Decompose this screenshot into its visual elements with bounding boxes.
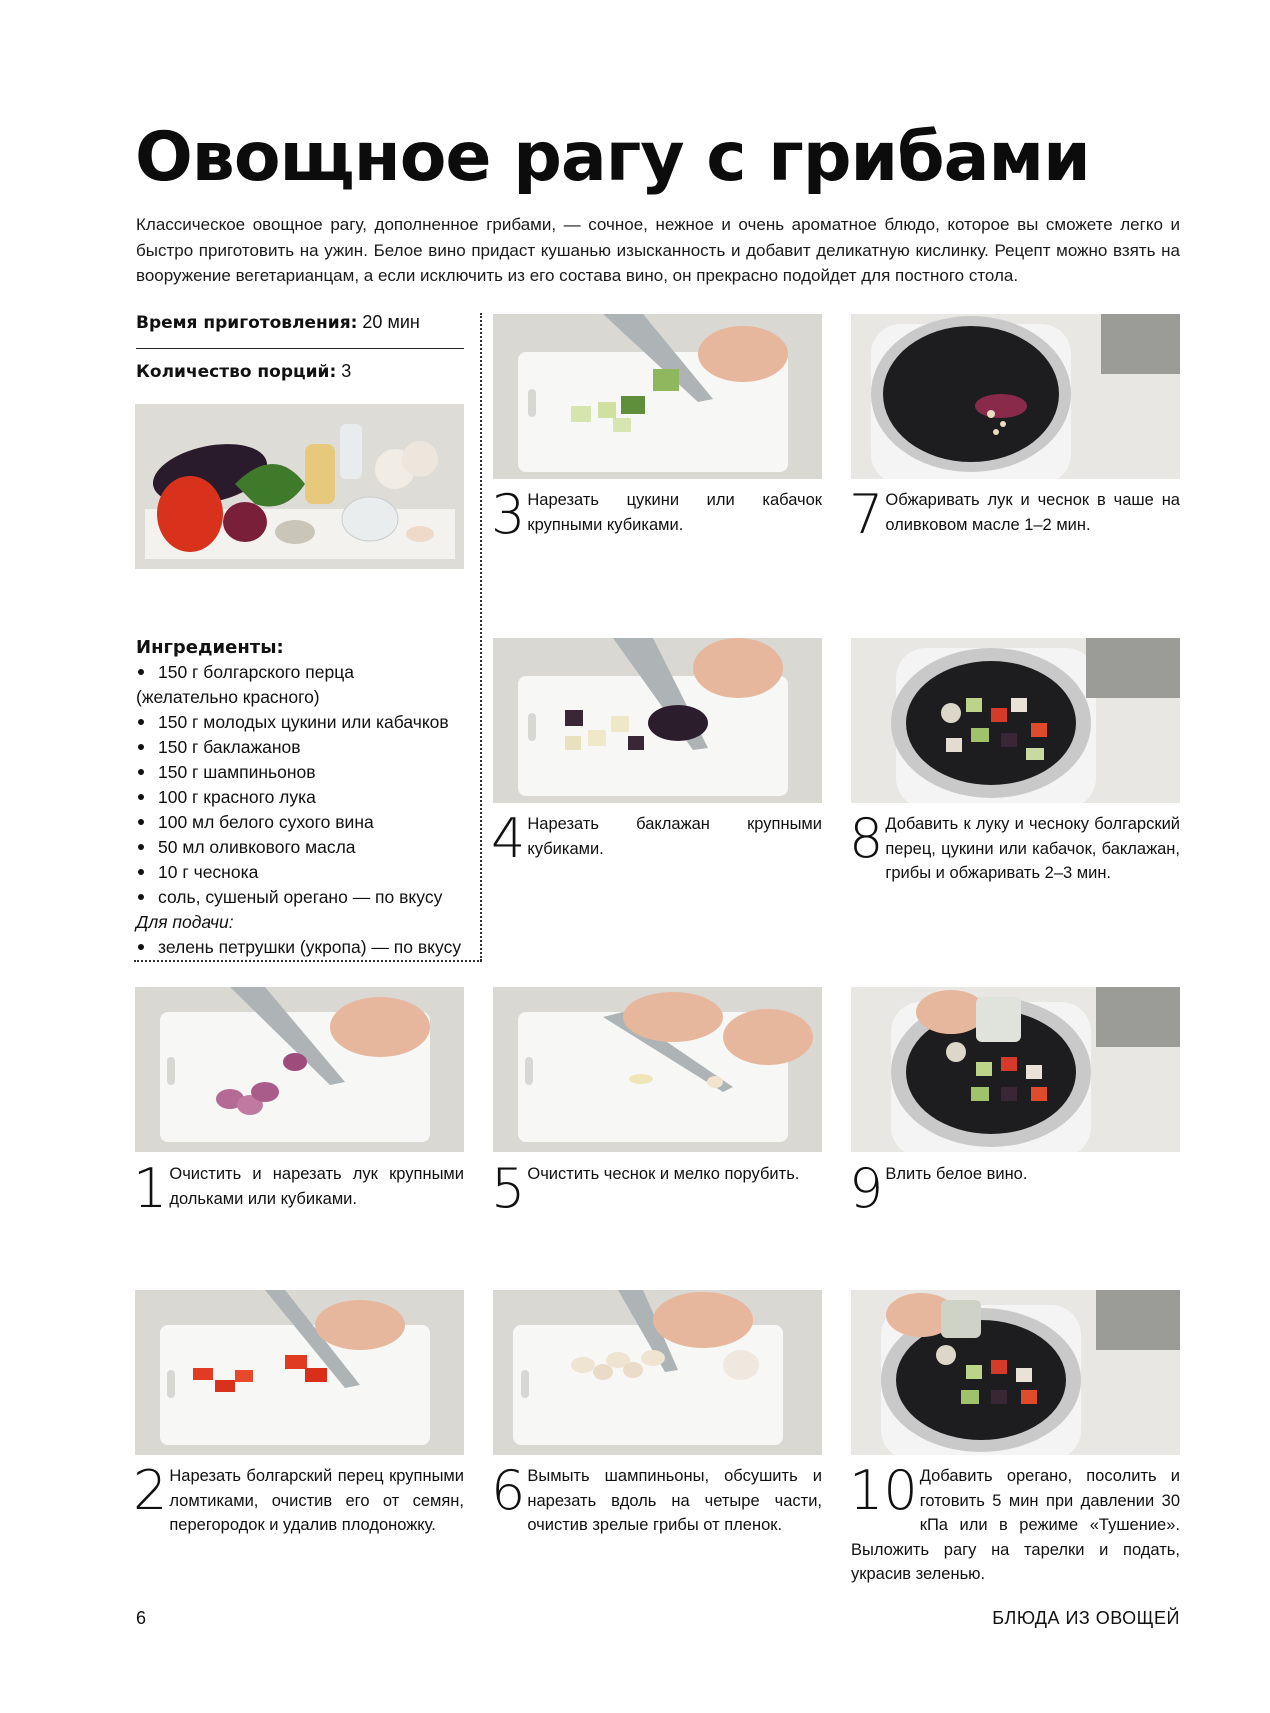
step-1-photo xyxy=(135,987,464,1152)
ingredients-photo xyxy=(135,404,464,569)
cooking-time xyxy=(136,312,464,333)
step-4-photo xyxy=(493,638,822,803)
serving-item: зелень петрушки (укропа) — по вкусу xyxy=(136,935,471,960)
step-text: Влить белое вино. xyxy=(885,1165,1028,1183)
step-text: Добавить к луку и чесноку болгарский перец, цукини или кабачок, баклажан, грибы и обжаривать 2–3 мин. xyxy=(885,815,1180,882)
portions-value: 3 xyxy=(336,361,352,381)
ingredient-item: 150 г шампиньонов xyxy=(136,760,471,785)
step-number: 2 xyxy=(133,1459,168,1522)
step-number: 6 xyxy=(491,1459,526,1522)
step-text: Нарезать болгарский перец крупными ломтиками, очистив его от семян, перегородок и удалив плодоножку. xyxy=(169,1467,464,1534)
step-text: Очистить и нарезать лук крупными дольками или кубиками. xyxy=(169,1165,464,1208)
step-number: 7 xyxy=(849,483,884,546)
ingredient-item: 100 г красного лука xyxy=(136,785,471,810)
step-3-photo xyxy=(493,314,822,479)
intro-paragraph: Классическое овощное рагу, дополненное грибами, — сочное, нежное и очень ароматное блюдо, которое вы сможете легко и быстро приготовить на ужин. Белое вино придаст кушанью изысканность и добавит деликатную кислинку. Рецепт можно взять на вооружение вегетарианцам, а если исключить из его состава вино, он прекрасно подойдет для постного стола. xyxy=(136,215,1180,285)
step-10 xyxy=(849,1459,1180,1587)
step-8-photo xyxy=(851,638,1180,803)
step-6 xyxy=(491,1459,822,1538)
ingredient-item: 10 г чеснока xyxy=(136,860,471,885)
step-number: 8 xyxy=(849,807,884,870)
step-text: Очистить чеснок и мелко порубить. xyxy=(527,1165,800,1183)
step-6-photo xyxy=(493,1290,822,1455)
page-number: 6 xyxy=(136,1608,147,1628)
step-number: 3 xyxy=(491,483,526,546)
step-8 xyxy=(849,807,1180,886)
dotted-border-vertical xyxy=(480,313,482,961)
dotted-border-horizontal xyxy=(134,960,482,962)
step-text: Обжаривать лук и чеснок в чаше на оливковом масле 1–2 мин. xyxy=(885,491,1180,534)
ingredients-section xyxy=(136,635,471,960)
step-text: Нарезать цукини или кабачок крупными кубиками. xyxy=(527,491,822,534)
ingredient-item: 50 мл оливкового масла xyxy=(136,835,471,860)
step-number: 4 xyxy=(491,807,526,870)
step-number: 10 xyxy=(849,1459,918,1522)
ingredient-item: соль, сушеный орегано — по вкусу xyxy=(136,885,471,910)
step-3 xyxy=(491,483,822,546)
step-10-photo xyxy=(851,1290,1180,1455)
step-text: Нарезать баклажан крупными кубиками. xyxy=(527,815,822,858)
step-7 xyxy=(849,483,1180,546)
ingredient-item: 150 г баклажанов xyxy=(136,735,471,760)
step-4 xyxy=(491,807,822,870)
step-2 xyxy=(133,1459,464,1538)
step-number: 1 xyxy=(133,1157,168,1220)
ingredient-item: 150 г молодых цукини или кабачков xyxy=(136,710,471,735)
serving-label: Для подачи: xyxy=(136,912,234,932)
step-9 xyxy=(849,1157,1180,1220)
step-text: Добавить орегано, посолить и готовить 5 мин при давлении 30 кПа или в режиме «Тушение». Выложить рагу на тарелки и подать, украсив зеленью. xyxy=(851,1467,1180,1583)
portions-label: Количество порций: xyxy=(136,362,337,382)
ingredient-item: (желательно красного) xyxy=(136,687,320,707)
section-title: БЛЮДА ИЗ ОВОЩЕЙ xyxy=(992,1608,1180,1628)
step-number: 9 xyxy=(849,1157,884,1220)
step-1 xyxy=(133,1157,464,1220)
page-title: Овощное рагу с грибами xyxy=(135,118,1090,197)
cooking-time-value: 20 мин xyxy=(357,312,420,332)
step-5 xyxy=(491,1157,822,1220)
divider xyxy=(136,348,464,349)
ingredients-list xyxy=(136,660,471,960)
portions xyxy=(136,361,464,382)
ingredient-item: 150 г болгарского перца xyxy=(136,660,471,685)
step-7-photo xyxy=(851,314,1180,479)
cooking-time-label: Время приготовления: xyxy=(136,313,358,333)
step-text: Вымыть шампиньоны, обсушить и нарезать вдоль на четыре части, очистив зрелые грибы от пленок. xyxy=(527,1467,822,1534)
step-9-photo xyxy=(851,987,1180,1152)
ingredients-heading: Ингредиенты: xyxy=(136,637,284,658)
step-number: 5 xyxy=(491,1157,526,1220)
step-5-photo xyxy=(493,987,822,1152)
ingredient-item: 100 мл белого сухого вина xyxy=(136,810,471,835)
step-2-photo xyxy=(135,1290,464,1455)
